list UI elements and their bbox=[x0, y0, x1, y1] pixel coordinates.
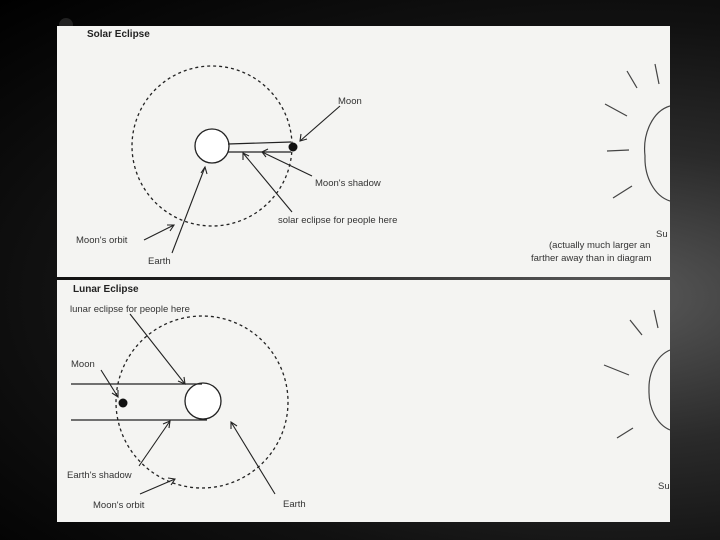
solar-moon-label: Moon bbox=[338, 96, 362, 107]
lunar-sun-label: Su bbox=[658, 481, 670, 492]
lunar-moon bbox=[119, 399, 128, 408]
lunar-moon-orbit-label: Moon's orbit bbox=[93, 500, 145, 511]
solar-sun-label: Su bbox=[656, 229, 668, 240]
solar-sun-note-1: (actually much larger an bbox=[549, 240, 651, 251]
lunar-earth-label: Earth bbox=[283, 499, 306, 510]
solar-sun-note-2: farther away than in diagram bbox=[531, 253, 652, 264]
lunar-eclipse-note: lunar eclipse for people here bbox=[70, 304, 190, 315]
lunar-eclipse-panel bbox=[57, 280, 670, 522]
solar-earth-label: Earth bbox=[148, 256, 171, 267]
solar-eclipse-panel bbox=[57, 26, 670, 277]
solar-sun-icon bbox=[605, 64, 670, 201]
solar-moon-shadow-label: Moon's shadow bbox=[315, 178, 381, 189]
solar-title: Solar Eclipse bbox=[87, 29, 150, 40]
lunar-sun-icon bbox=[604, 310, 670, 438]
solar-eclipse-note: solar eclipse for people here bbox=[278, 215, 398, 226]
lunar-title: Lunar Eclipse bbox=[73, 284, 139, 295]
solar-moon-orbit-label: Moon's orbit bbox=[76, 235, 128, 246]
solar-arrows bbox=[144, 106, 340, 253]
solar-earth bbox=[195, 129, 229, 163]
solar-shadow-top bbox=[228, 142, 291, 144]
lunar-earth bbox=[185, 383, 221, 419]
lunar-earth-shadow-label: Earth's shadow bbox=[67, 470, 132, 481]
lunar-moon-label: Moon bbox=[71, 359, 95, 370]
lunar-eclipse-diagram bbox=[57, 280, 670, 522]
solar-moon bbox=[289, 143, 298, 152]
